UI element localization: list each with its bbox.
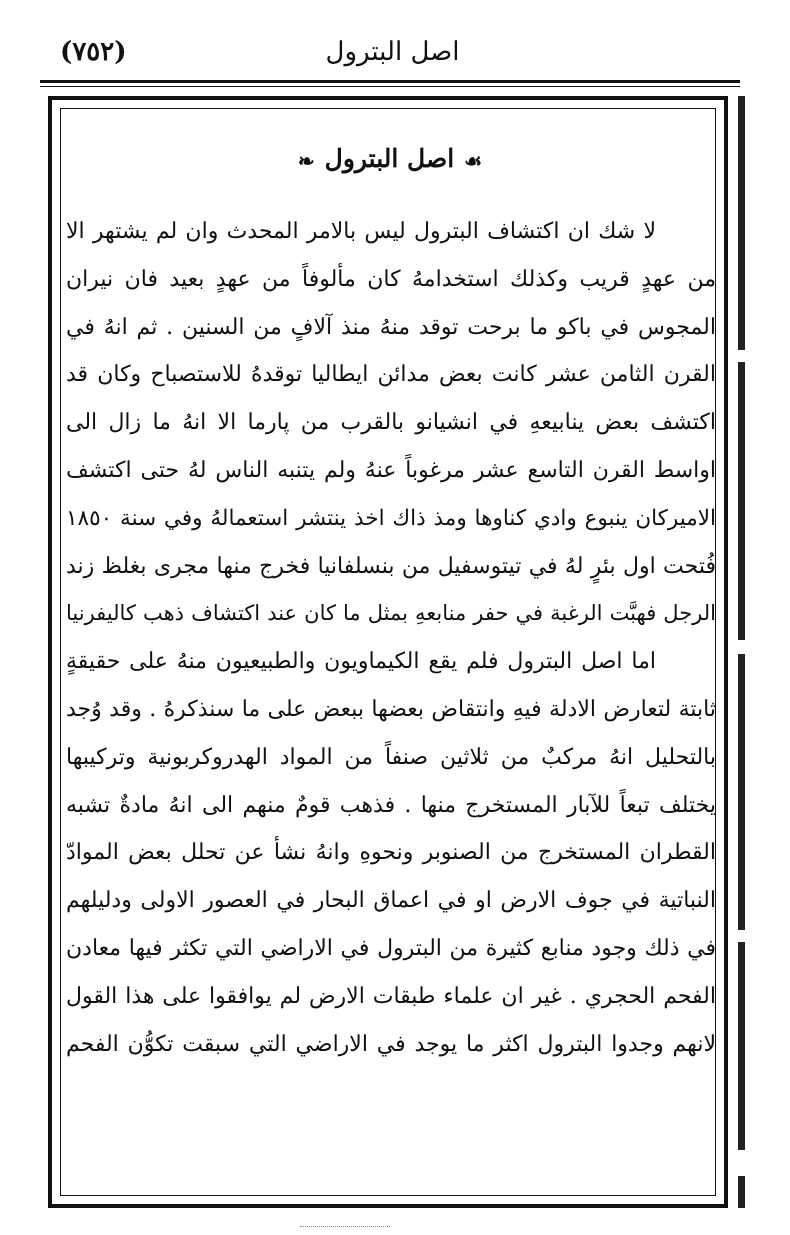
body-line: النباتية في جوف الارض او في اعماق البحار في العصور الاولى ودليلهم (66, 888, 716, 914)
page-edge-gap (738, 350, 745, 362)
body-line: الرجل فهبَّت الرغبة في حفر منابعهِ بمثل ما كان عند اكتشاف ذهب كاليفرنيا (66, 601, 716, 626)
article-title: اصل البترول (324, 144, 455, 173)
page-edge-gap (738, 640, 745, 654)
page-edge-gap (738, 1150, 745, 1176)
article-body (66, 208, 716, 1068)
body-line: الفحم الحجري . غير ان علماء طبقات الارض لم يوافقوا على هذا القول (66, 983, 716, 1009)
body-line: المجوس في باكو ما برحت توقد منهُ منذ آلافٍ من السنين . ثم انهُ في (66, 314, 716, 340)
body-line: لا شك ان اكتشاف البترول ليس بالامر المحدث وان لم يشتهر الا (66, 219, 656, 244)
body-line: فُتحت اول بئرٍ لهُ في تيتوسفيل من بنسلفانيا فخرج منها مجرى بغلظ زند (66, 553, 716, 579)
body-line: اكتشف بعض ينابيعهِ في انشيانو بالقرب من پارما الا انهُ ما زال الى (66, 410, 716, 436)
body-line: اما اصل البترول فلم يقع الكيماويون والطبيعيون منهُ على حقيقةٍ (66, 649, 656, 675)
body-line: لانهم وجدوا البترول اكثر ما يوجد في الاراضي التي سبقت تكوُّن الفحم (66, 1031, 716, 1057)
body-line: اواسط القرن التاسع عشر مرغوباً عنهُ ولم يتنبه الناس لهُ حتى اكتشف (66, 457, 716, 483)
page-edge-gap (738, 930, 745, 942)
body-line: الاميركان ينبوع وادي كناوها ومذ ذاك اخذ ينتشر استعمالهُ وفي سنة ١٨٥٠ (66, 505, 716, 531)
ornament-icon: ❧ (297, 148, 315, 173)
body-line: القرن الثامن عشر كانت بعض مدائن ايطاليا توقدهُ للاستصباح وكان قد (66, 362, 716, 388)
running-header (60, 30, 725, 74)
header-rule (40, 80, 740, 83)
running-title: اصل البترول (325, 37, 460, 67)
header-rule-thin (40, 86, 740, 87)
page-number: (٧٥٢) (60, 37, 127, 67)
bottom-mark (300, 1226, 390, 1230)
body-line: يختلف تبعاً للآبار المستخرج منها . فذهب قومٌ منهم الى انهُ مادةٌ تشبه (66, 792, 716, 818)
body-line: القطران المستخرج من الصنوبر ونحوهِ وانهُ نشأ عن تحلل بعض الموادّ (66, 840, 716, 866)
article-heading (70, 134, 710, 184)
body-line: في ذلك وجود منابع كثيرة من البترول في الاراضي التي تكثر فيها معادن (66, 935, 716, 961)
ornament-icon: ☙ (464, 148, 483, 173)
body-line: من عهدٍ قريب وكذلك استخدامهُ كان مألوفاً من عهدٍ بعيد فان نيران (66, 266, 716, 292)
body-line: بالتحليل انهُ مركبٌ من ثلاثين صنفاً من المواد الهدروكربونية وتركيبها (66, 744, 716, 770)
body-line: ثابتة لتعارض الادلة فيهِ وانتقاض بعضها ببعض على ما سنذكرهُ . وقد وُجد (66, 696, 716, 722)
